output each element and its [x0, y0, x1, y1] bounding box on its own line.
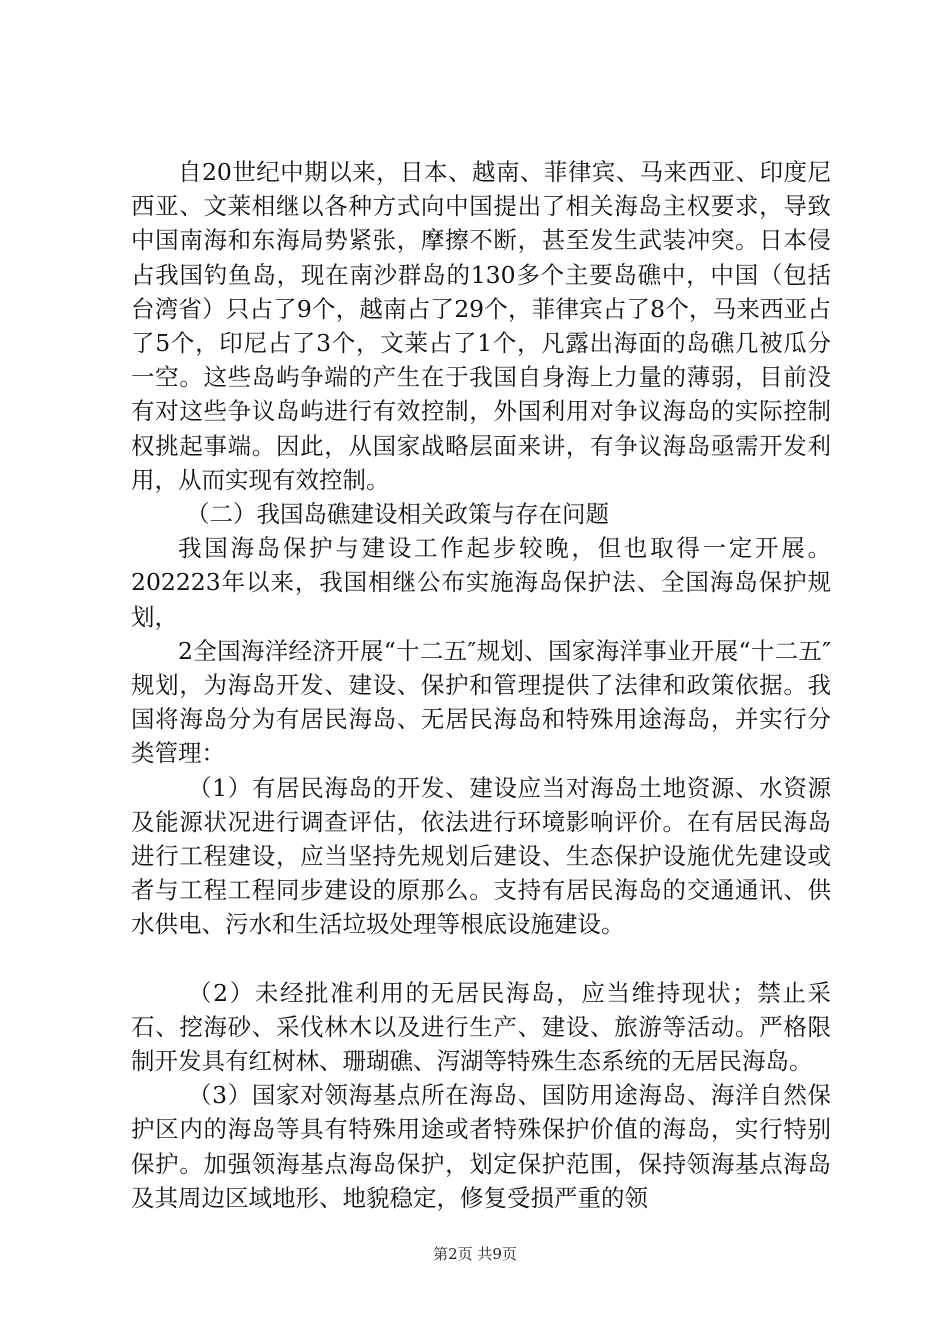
paragraph-item-3: （3）国家对领海基点所在海岛、国防用途海岛、海洋自然保护区内的海岛等具有特殊用途或者特殊保护价值的海岛，实行特别保护。加强领海基点海岛保护，划定保护范围，保持领海基点海岛及其周边区域地形、地貌稳定，修复受损严重的领 [131, 1081, 831, 1212]
paragraph-policy-intro: 我国海岛保护与建设工作起步较晚，但也取得一定开展。202223年以来，我国相继公布实施海岛保护法、全国海岛保护规划， [131, 534, 831, 631]
paragraph-island-disputes: 自20世纪中期以来，日本、越南、菲律宾、马来西亚、印度尼西亚、文莱相继以各种方式向中国提出了相关海岛主权要求，导致中国南海和东海局势紧张，摩擦不断，甚至发生武装冲突。日本侵占我国钓鱼岛，现在南沙群岛的130多个主要岛礁中，中国（包括台湾省）只占了9个，越南占了29个，菲律宾占了8个，马来西亚占了5个，印尼占了3个，文莱占了1个，凡露出海面的岛礁几被瓜分一空。这些岛屿争端的产生在于我国自身海上力量的薄弱，目前没有对这些争议岛屿进行有效控制，外国利用对争议海岛的实际控制权挑起事端。因此，从国家战略层面来讲，有争议海岛亟需开发利用，从而实现有效控制。 [131, 158, 831, 494]
document-body [131, 155, 831, 1215]
paragraph-item-2: （2）未经批准利用的无居民海岛，应当维持现状；禁止采石、挖海砂、采伐林木以及进行生产、建设、旅游等活动。严格限制开发具有红树林、珊瑚礁、泻湖等特殊生态系统的无居民海岛。 [131, 978, 831, 1076]
paragraph-item-1: （1）有居民海岛的开发、建设应当对海岛土地资源、水资源及能源状况进行调查评估，依法进行环境影响评价。在有居民海岛进行工程建设，应当坚持先规划后建设、生态保护设施优先建设或者与工程工程同步建设的原那么。支持有居民海岛的交通通讯、供水供电、污水和生活垃圾处理等根底设施建设。 [131, 773, 831, 939]
section-heading: （二）我国岛礁建设相关政策与存在问题 [186, 500, 609, 529]
paragraph-plans: 2全国海洋经济开展“十二五″规划、国家海洋事业开展“十二五″规划，为海岛开发、建设、保护和管理提供了法律和政策依据。我国将海岛分为有居民海岛、无居民海岛和特殊用途海岛，并实行分类管理： [131, 636, 831, 768]
page-footer: 第2页 共9页 [433, 1245, 517, 1263]
